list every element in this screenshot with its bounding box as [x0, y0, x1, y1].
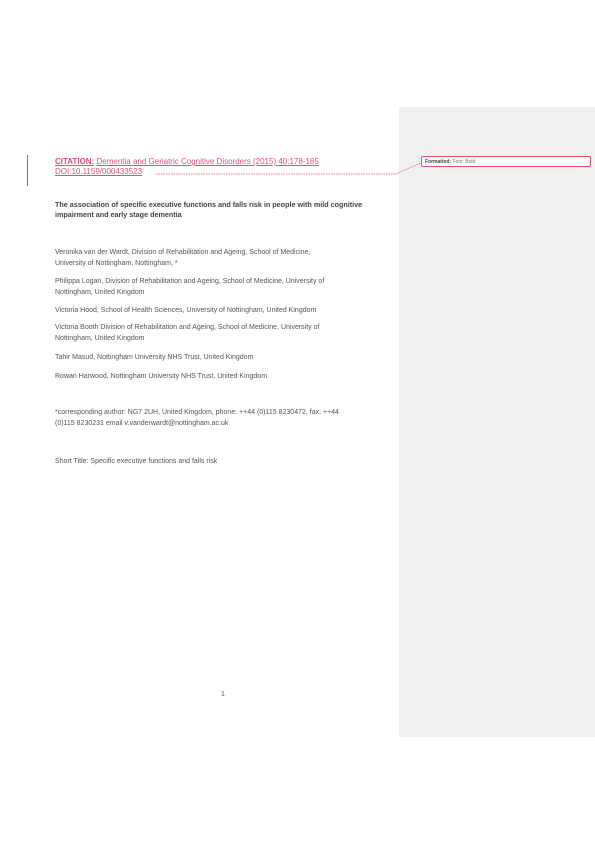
author-line: Tahir Masud, Nottingham University NHS Trust, United Kingdom — [55, 354, 254, 361]
author-line: Rowan Harwood, Nottingham University NHS Trust, United Kingdom — [55, 373, 268, 380]
author-line: Victoria Booth Division of Rehabilitation and Ageing, School of Medicine, University of — [55, 324, 320, 331]
corresponding-author — [55, 408, 390, 429]
corresponding-line: *corresponding author: NG7 2UH, United Kingdom, phone: ++44 (0)115 8230472, fax: ++44 — [55, 409, 339, 416]
author-0 — [55, 248, 375, 269]
author-line: Victoria Hood, School of Health Sciences, University of Nottingham, United Kingdom — [55, 307, 317, 314]
author-line: Nottingham, United Kingdom — [55, 288, 145, 296]
page-number: 1 — [221, 691, 225, 698]
author-line: Veronika van der Wardt, Division of Rehabilitation and Ageing, School of Medicine, — [55, 249, 311, 256]
citation-label: CITATION: — [55, 157, 95, 166]
formatting-comment[interactable] — [421, 156, 591, 167]
short-title: Short Title: Specific executive functions and falls risk — [55, 458, 218, 465]
comment-value: Font: Bold — [452, 159, 476, 165]
author-5 — [55, 372, 375, 383]
author-line: Philippa Logan, Division of Rehabilitation and Ageing, School of Medicine, University of — [55, 278, 325, 285]
citation-journal[interactable]: Dementia and Geriatric Cognitive Disorders (2015) 40:178-185 — [96, 157, 319, 166]
author-3 — [55, 323, 375, 344]
author-1 — [55, 277, 375, 298]
author-2 — [55, 306, 375, 317]
citation-doi[interactable]: DOI:10.1159/000433523 — [55, 167, 143, 176]
corresponding-line: (0)115 8230231 email v.vanderwardt@nottingham.ac.uk — [55, 419, 229, 427]
change-bar — [27, 155, 28, 186]
comment-margin-panel — [399, 107, 595, 737]
author-4 — [55, 353, 375, 364]
author-line: Nottingham, United Kingdom — [55, 334, 145, 342]
comment-label: Formatted: — [425, 159, 452, 165]
paper-title: The association of specific executive functions and falls risk in people with mild cognitive impairment and early stage dementia — [55, 200, 363, 219]
citation — [55, 157, 319, 177]
author-line: University of Nottingham, Nottingham, * — [55, 259, 178, 267]
